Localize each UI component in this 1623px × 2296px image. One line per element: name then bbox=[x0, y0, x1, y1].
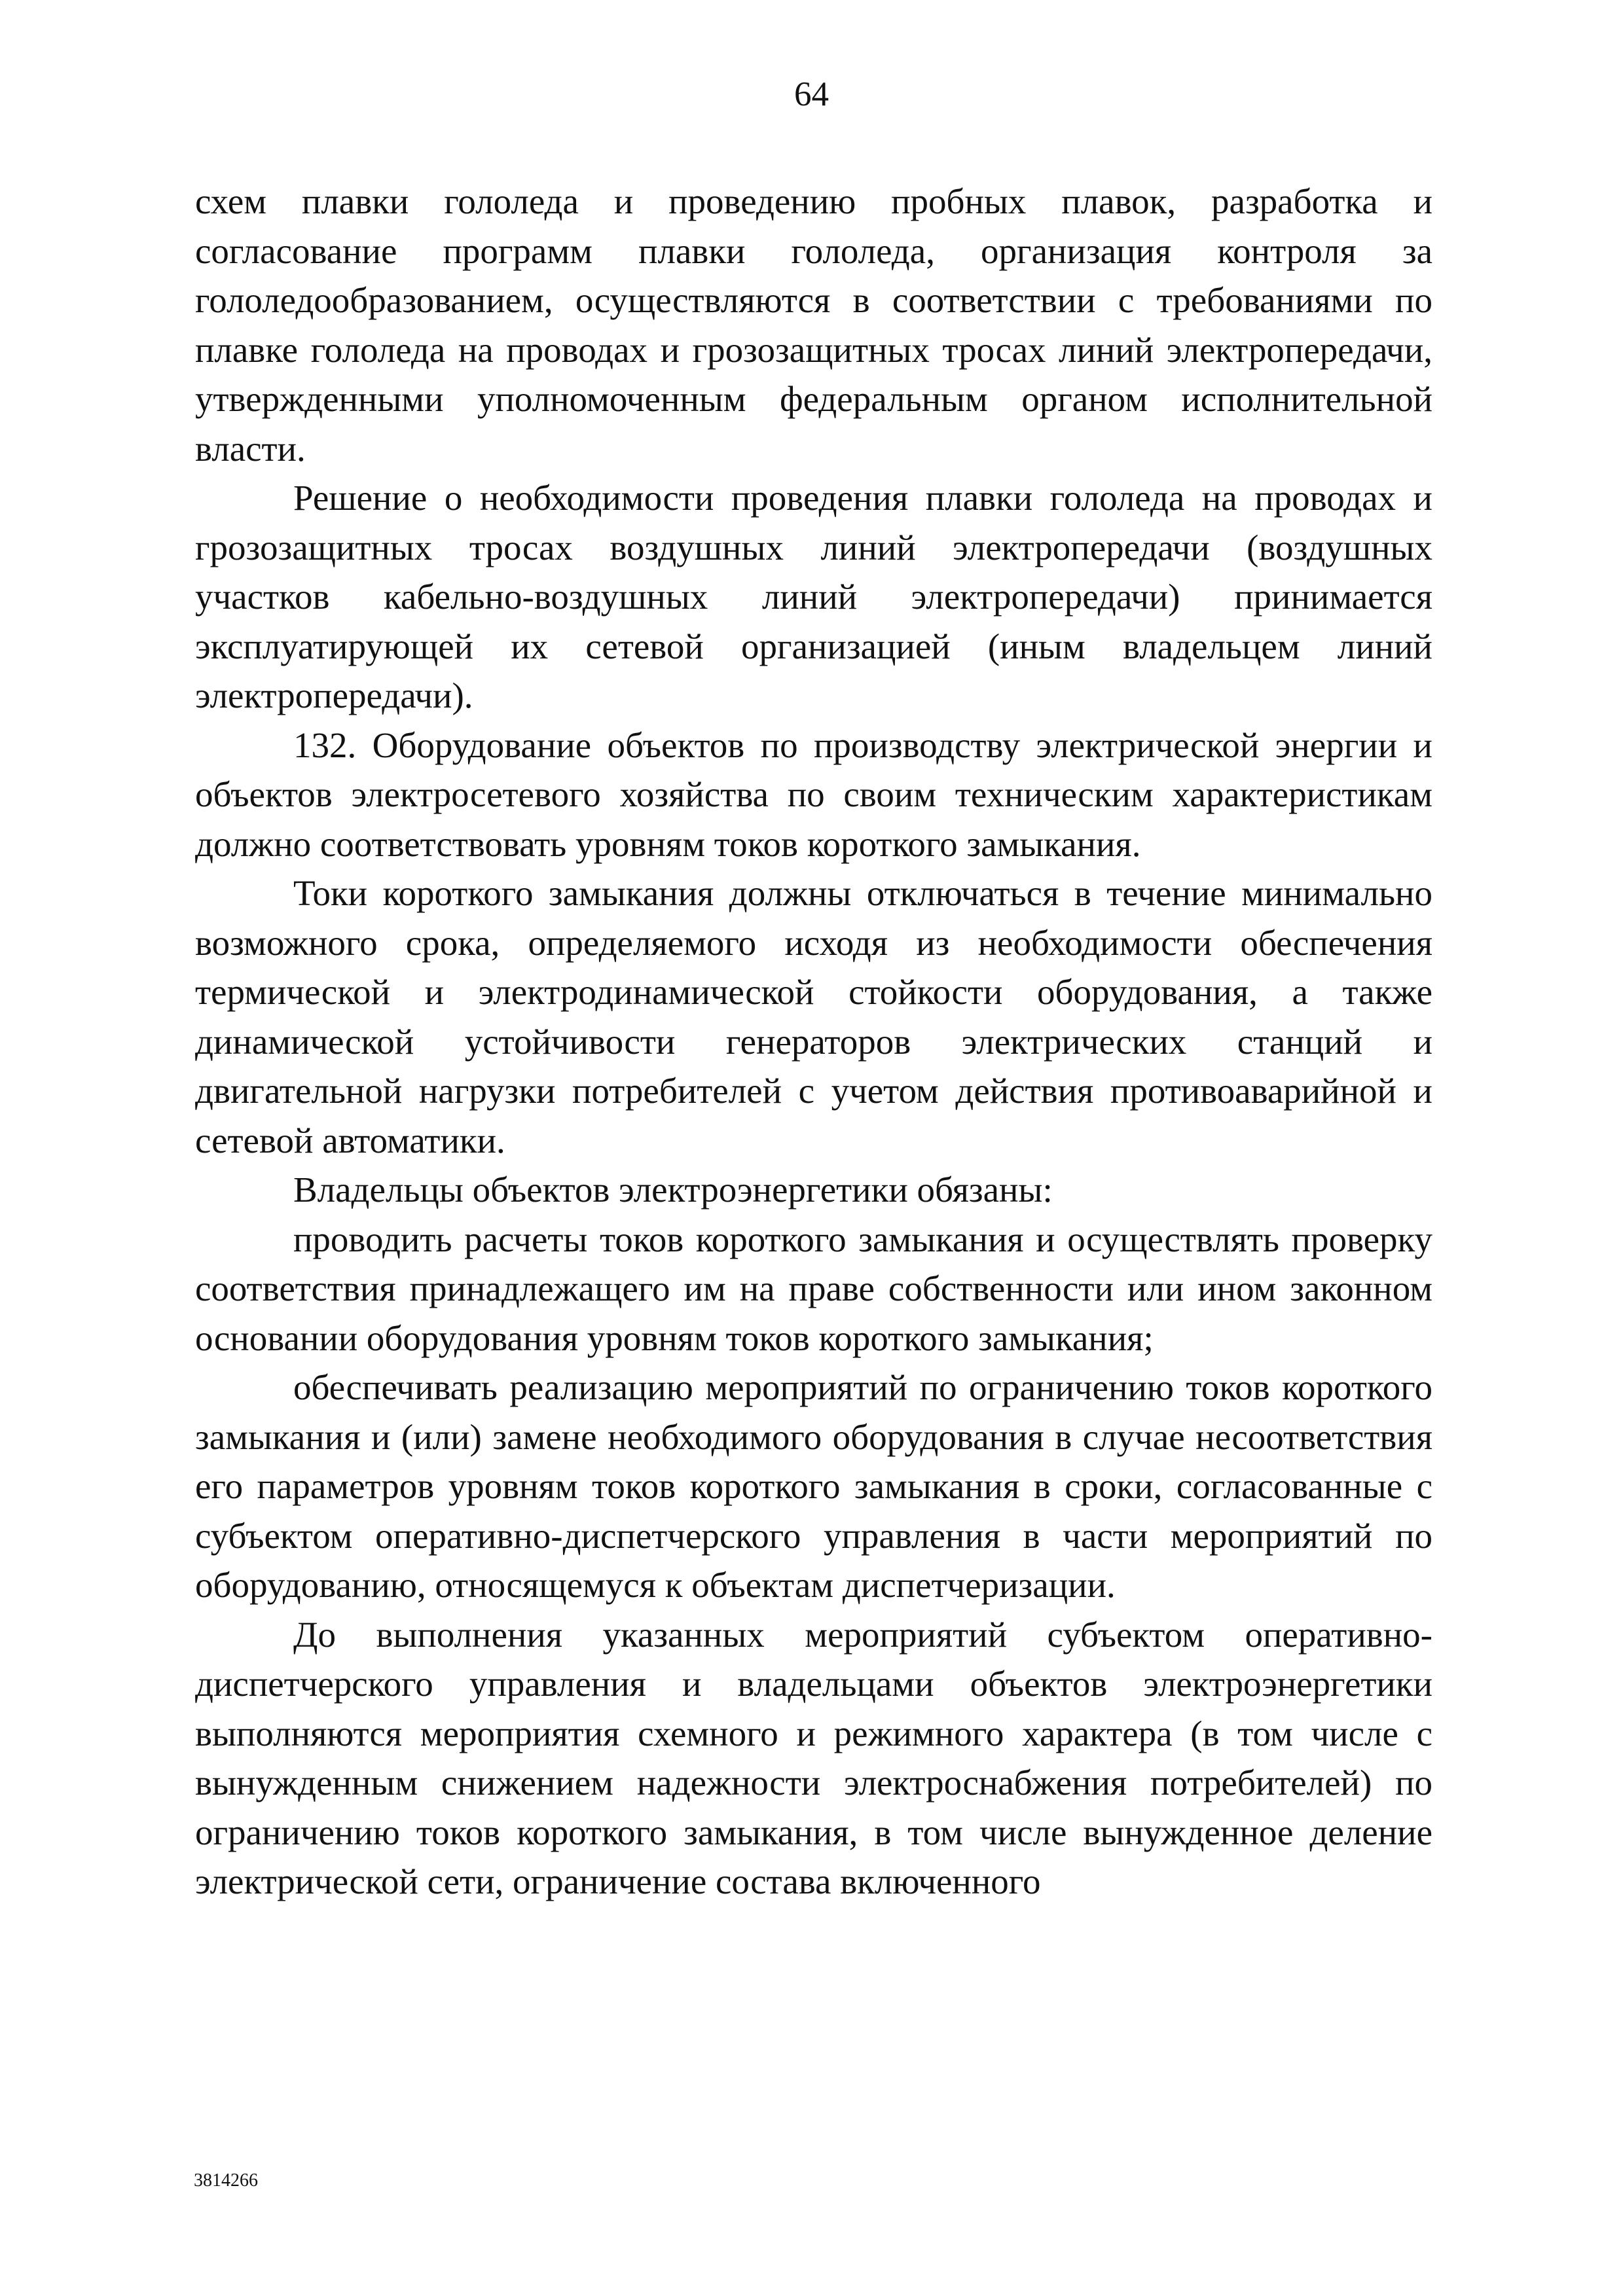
document-body bbox=[195, 177, 1432, 1907]
paragraph-obligation-calculations: проводить расчеты токов короткого замыкания и осуществлять проверку соответствия принадлежащего им на праве собственности или ином законном основании оборудования уровням токов короткого замыкания; bbox=[195, 1219, 1432, 1358]
page-number: 64 bbox=[794, 75, 829, 113]
paragraph-ice-melting-decision: Решение о необходимости проведения плавки гололеда на проводах и грозозащитных тросах воздушных линий электропередачи (воздушных участков кабельно-воздушных линий электропередачи) принимается эксплуатирующей их сетевой организацией (иным владельцем линий электропередачи). bbox=[195, 478, 1432, 715]
paragraph-item-132: 132. Оборудование объектов по производству электрической энергии и объектов электросетевого хозяйства по своим техническим характеристикам должно соответствовать уровням токов короткого замыкания. bbox=[195, 725, 1432, 864]
paragraph-interim-measures: До выполнения указанных мероприятий субъектом оперативно-диспетчерского управления и владельцами объектов электроэнергетики выполняются мероприятия схемного и режимного характера (в том числе с вынужденным снижением надежности электроснабжения потребителей) по ограничению токов короткого замыкания, в том числе вынужденное деление электрической сети, ограничение состава включенного bbox=[195, 1614, 1432, 1901]
paragraph-owners-obligations: Владельцы объектов электроэнергетики обязаны: bbox=[293, 1170, 1053, 1210]
paragraph-continuation: схем плавки гололеда и проведению пробных плавок, разработка и согласование программ плавки гололеда, организация контроля за гололедообразованием, осуществляются в соответствии с требованиями по плавке гололеда на проводах и грозозащитных тросах линий электропередачи, утвержденными уполномоченным федеральным органом исполнительной власти. bbox=[195, 181, 1432, 469]
paragraph-obligation-measures: обеспечивать реализацию мероприятий по ограничению токов короткого замыкания и (или) замене необходимого оборудования в случае несоответствия его параметров уровням токов короткого замыкания в сроки, согласованные с субъектом оперативно-диспетчерского управления в части мероприятий по оборудованию, относящемуся к объектам диспетчеризации. bbox=[195, 1367, 1432, 1605]
document-code: 3814266 bbox=[194, 2170, 258, 2191]
paragraph-short-circuit-currents: Токи короткого замыкания должны отключаться в течение минимально возможного срока, определяемого исходя из необходимости обеспечения термической и электродинамической стойкости оборудования, а также динамической устойчивости генераторов электрических станций и двигательной нагрузки потребителей с учетом действия противоаварийной и сетевой автоматики. bbox=[195, 873, 1432, 1160]
